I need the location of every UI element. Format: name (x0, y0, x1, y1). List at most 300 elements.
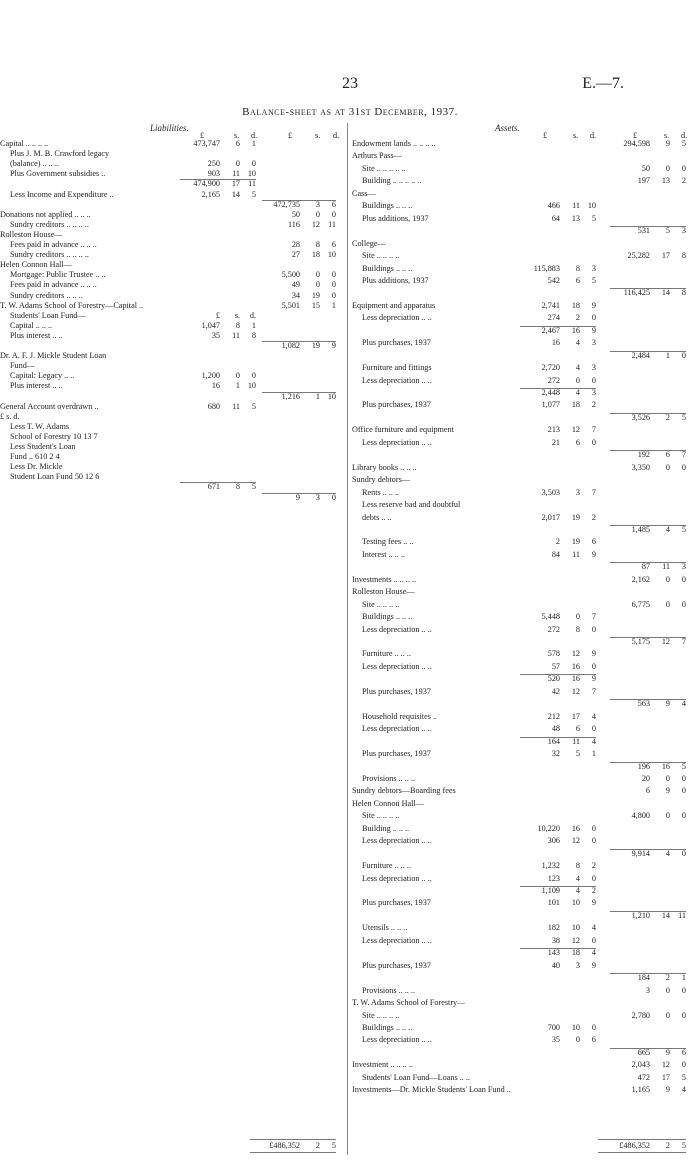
liabilities-amount-a: 10 (247, 169, 256, 179)
assets-amount-b: 5 (681, 1072, 686, 1082)
assets-amount-a: 2 (555, 537, 560, 547)
assets-amount-a: 3 (591, 338, 596, 348)
assets-row (350, 189, 700, 201)
assets-amount-a: 12 (571, 425, 580, 435)
assets-amount-a: 10 (587, 201, 596, 211)
liabilities-row (0, 179, 347, 189)
liabilities-row (0, 169, 347, 179)
assets-row (350, 201, 700, 213)
assets-amount-b: 192 (637, 450, 650, 460)
assets-amount-a: 9 (591, 300, 596, 310)
assets-label: T. W. Adams School of Forestry— (352, 998, 466, 1008)
assets-amount-b: 5 (681, 524, 686, 534)
assets-amount-a: 0 (591, 1022, 596, 1032)
assets-amount-b: 4 (665, 524, 670, 534)
assets-amount-a: 1 (591, 749, 596, 759)
assets-row (350, 961, 700, 973)
assets-column (350, 139, 700, 1149)
assets-label: Site .. .. .. .. (362, 599, 400, 609)
liabilities-row (0, 270, 347, 280)
liabilities-label: Helen Connon Hall— (0, 260, 72, 270)
page-reference: E.—7. (582, 75, 624, 92)
assets-amount-a: 6 (575, 275, 580, 285)
liabilities-amount-a: 16 (211, 381, 220, 391)
col-s-3: s. (573, 131, 579, 140)
assets-amount-a: 578 (547, 649, 560, 659)
assets-row (350, 413, 700, 425)
assets-amount-b: 3,350 (631, 462, 650, 472)
liabilities-label: Plus Government subsidies .. (10, 169, 106, 179)
assets-amount-a: 2,017 (541, 512, 560, 522)
assets-total-amount: 5 (681, 1141, 686, 1150)
assets-amount-a: 4 (575, 338, 580, 348)
assets-amount-a: 11 (572, 549, 580, 559)
liabilities-amount-a: 35 (211, 330, 220, 340)
liabilities-row (0, 341, 347, 351)
assets-row (350, 874, 700, 886)
assets-label: Testing fees .. .. (362, 537, 414, 547)
assets-amount-a: 2 (591, 400, 596, 410)
assets-label: Interest .. .. .. (362, 549, 405, 559)
assets-amount-b: 9,914 (631, 848, 650, 858)
assets-amount-a: 0 (591, 437, 596, 447)
assets-row (350, 600, 700, 612)
liabilities-amount-a: 473,747 (193, 139, 220, 148)
assets-amount-b: 0 (681, 848, 686, 858)
assets-row (350, 164, 700, 176)
liabilities-label: Capital: Legacy .. .. (10, 371, 75, 381)
assets-amount-b: 6 (645, 786, 650, 796)
assets-amount-b: 294,598 (623, 139, 650, 148)
assets-amount-b: 0 (665, 1010, 670, 1020)
liabilities-subtotal-rule (180, 482, 256, 483)
assets-row (350, 786, 700, 798)
assets-total-rule-top (598, 1139, 686, 1140)
assets-amount-b: 25,282 (627, 251, 650, 261)
assets-subtotal-rule (610, 288, 686, 289)
assets-amount-a: 466 (547, 201, 560, 211)
assets-row (350, 463, 700, 475)
assets-label: Plus purchases, 1937 (362, 400, 431, 410)
assets-amount-b: 3 (645, 985, 650, 995)
liabilities-label: Rolleston House— (0, 229, 63, 239)
liabilities-amount-a: 0 (251, 371, 256, 381)
assets-amount-b: 12 (661, 1060, 670, 1070)
assets-amount-b: 9 (665, 1085, 670, 1095)
liabilities-amount-b: 12 (311, 219, 320, 229)
assets-amount-b: 563 (637, 699, 650, 709)
liabilities-row (0, 361, 347, 371)
liabilities-amount-b: 8 (315, 240, 320, 249)
liabilities-amount-a: 1 (235, 381, 240, 391)
liabilities-row (0, 200, 347, 210)
assets-amount-a: 40 (551, 960, 560, 970)
assets-row (350, 388, 700, 400)
assets-row (350, 338, 700, 350)
assets-amount-a: 13 (571, 213, 580, 223)
assets-amount-a: 10 (571, 923, 580, 933)
assets-label: Buildings .. .. .. (362, 201, 413, 211)
liabilities-amount-b: 0 (331, 270, 336, 280)
assets-row (350, 774, 700, 786)
assets-amount-a: 0 (591, 935, 596, 945)
assets-label: Household requisites .. (362, 711, 438, 721)
assets-amount-b: 2,162 (631, 574, 650, 584)
assets-amount-a: 11 (572, 201, 580, 211)
assets-row (350, 276, 700, 288)
assets-total-rule-bottom (598, 1152, 686, 1153)
assets-amount-a: 0 (591, 661, 596, 671)
liabilities-amount-a: s. (234, 310, 240, 320)
liabilities-row (0, 422, 347, 432)
assets-row (350, 1011, 700, 1023)
assets-amount-a: 18 (571, 400, 580, 410)
assets-amount-b: 0 (665, 985, 670, 995)
assets-amount-a: 164 (547, 736, 560, 746)
assets-row (350, 948, 700, 960)
assets-amount-a: 143 (547, 948, 560, 958)
liabilities-amount-a: 0 (235, 159, 240, 169)
liabilities-label: Sundry creditors .. .. .. .. (10, 250, 89, 260)
liabilities-row (0, 442, 347, 452)
liabilities-amount-b: 3 (315, 199, 320, 209)
assets-amount-b: 0 (681, 350, 686, 360)
liabilities-label: Capital .. .. .. (10, 320, 53, 330)
assets-label: Investments—Dr. Mickle Students' Loan Fund .. (352, 1085, 511, 1095)
assets-amount-b: 1 (681, 973, 686, 983)
assets-amount-b: 17 (661, 251, 670, 261)
liabilities-amount-a: 17 (231, 179, 240, 189)
liabilities-amount-a: 11 (232, 169, 240, 179)
assets-amount-a: 0 (591, 375, 596, 385)
assets-subtotal-rule (610, 973, 686, 974)
assets-amount-a: 3 (591, 388, 596, 397)
assets-amount-b: 0 (665, 773, 670, 783)
assets-row (350, 649, 700, 661)
liabilities-total-rule-top (250, 1139, 336, 1140)
assets-amount-b: 0 (665, 574, 670, 584)
assets-row (350, 301, 700, 313)
assets-amount-a: 16 (571, 823, 580, 833)
assets-row (350, 886, 700, 898)
assets-amount-a: 10 (571, 898, 580, 908)
assets-row (350, 824, 700, 836)
assets-amount-b: 8 (681, 288, 686, 298)
liabilities-row (0, 139, 347, 149)
assets-amount-b: 4 (681, 699, 686, 709)
assets-row (350, 662, 700, 674)
assets-amount-b: 197 (637, 176, 650, 186)
col-pound-4: £ (633, 131, 638, 140)
assets-total-amount: 2 (665, 1141, 670, 1150)
assets-amount-a: 6 (591, 1035, 596, 1045)
assets-amount-b: 116,425 (623, 288, 650, 298)
liabilities-row (0, 311, 347, 321)
assets-amount-b: 5,175 (631, 637, 650, 646)
assets-subtotal-rule (610, 450, 686, 451)
liabilities-amount-a: 8 (251, 330, 256, 340)
assets-label: Less depreciation .. .. (362, 724, 432, 734)
assets-amount-a: 64 (551, 213, 560, 223)
assets-amount-a: 2,741 (541, 300, 560, 310)
liabilities-amount-a: d. (249, 310, 256, 320)
liabilities-label: Less Student's Loan (10, 442, 76, 451)
liabilities-row (0, 412, 347, 422)
col-pound-2: £ (288, 131, 293, 140)
liabilities-amount-b: 6 (331, 240, 336, 249)
liabilities-row (0, 230, 347, 240)
liabilities-label: Students' Loan Fund— (10, 310, 86, 320)
assets-amount-b: 4 (665, 848, 670, 858)
assets-label: Site .. .. .. .. (362, 811, 400, 821)
liabilities-subtotal-rule (262, 392, 336, 393)
assets-row (350, 625, 700, 637)
assets-label: Buildings .. .. .. (362, 1022, 413, 1032)
liabilities-amount-b: 18 (311, 250, 320, 260)
assets-row (350, 911, 700, 923)
assets-amount-a: 84 (551, 549, 560, 559)
assets-amount-b: 2 (681, 176, 686, 186)
liabilities-amount-b: 34 (291, 290, 300, 300)
liabilities-row (0, 291, 347, 301)
assets-amount-b: 7 (681, 450, 686, 460)
assets-row (350, 251, 700, 263)
liabilities-total-amount: 5 (331, 1141, 336, 1150)
assets-row (350, 1048, 700, 1060)
assets-amount-a: 213 (547, 425, 560, 435)
assets-amount-a: 21 (551, 437, 560, 447)
assets-amount-b: 3 (681, 562, 686, 572)
liabilities-label: Fund— (10, 361, 36, 371)
assets-amount-b: 531 (637, 226, 650, 236)
liabilities-amount-b: 3 (315, 492, 320, 502)
liabilities-row (0, 392, 347, 402)
assets-row (350, 351, 700, 363)
assets-label: debts .. .. (362, 512, 392, 522)
assets-label: Plus additions, 1937 (362, 275, 429, 285)
col-s: s. (234, 131, 240, 140)
col-pound: £ (200, 131, 205, 140)
assets-row (350, 762, 700, 774)
assets-amount-a: 8 (575, 861, 580, 871)
col-s-4: s. (664, 131, 670, 140)
assets-amount-a: 4 (575, 363, 580, 373)
assets-amount-a: 3 (591, 363, 596, 373)
assets-row (350, 973, 700, 985)
liabilities-label: Mortgage: Public Trustee .. .. (10, 270, 106, 280)
assets-label: Less depreciation .. .. (362, 313, 432, 323)
assets-subtotal-rule (610, 562, 686, 563)
liabilities-label: Less T. W. Adams (10, 421, 70, 431)
assets-total-row (350, 1141, 700, 1153)
assets-row (350, 724, 700, 736)
assets-row (350, 674, 700, 686)
liabilities-label: T. W. Adams School of Forestry—Capital .. (0, 300, 144, 310)
liabilities-label: Plus J. M. B. Crawford legacy (10, 149, 110, 159)
assets-row (350, 488, 700, 500)
assets-row (350, 500, 700, 512)
assets-amount-a: 2,467 (541, 325, 560, 335)
liabilities-label: (balance) .. .. .. (10, 159, 59, 169)
assets-label: Buildings .. .. .. (362, 612, 413, 622)
assets-label: Provisions .. .. .. (362, 773, 415, 783)
assets-label: Equipment and apparatus (352, 300, 436, 310)
assets-subtotal-rule (520, 326, 596, 327)
assets-amount-a: 182 (547, 923, 560, 933)
assets-label: Rolleston House— (352, 587, 415, 597)
liabilities-row (0, 493, 347, 503)
assets-amount-a: 212 (547, 711, 560, 721)
assets-subtotal-rule (520, 886, 596, 887)
liabilities-amount-b: 10 (327, 391, 336, 401)
assets-amount-a: 700 (547, 1022, 560, 1032)
liabilities-total-row (0, 1141, 347, 1153)
assets-amount-b: 13 (661, 176, 670, 186)
assets-amount-a: 4 (575, 886, 580, 895)
assets-amount-b: 0 (681, 811, 686, 821)
liabilities-amount-a: 2,165 (201, 189, 220, 199)
assets-amount-a: 0 (591, 873, 596, 883)
liabilities-amount-b: 15 (311, 300, 320, 310)
assets-amount-b: 0 (665, 462, 670, 472)
assets-amount-a: 1,109 (541, 886, 560, 895)
assets-amount-a: 1,232 (541, 861, 560, 871)
liabilities-amount-b: 50 (291, 209, 300, 219)
liabilities-amount-a: 0 (235, 371, 240, 381)
assets-amount-b: 665 (637, 1047, 650, 1057)
assets-row (350, 936, 700, 948)
assets-row (350, 575, 700, 587)
assets-amount-b: 4 (681, 1085, 686, 1095)
liabilities-label: Capital .. .. .. .. (0, 139, 49, 148)
liabilities-amount-a: 1,047 (201, 320, 220, 330)
liabilities-amount-b: 0 (331, 290, 336, 300)
assets-amount-b: 6,775 (631, 599, 650, 609)
liabilities-amount-b: 19 (311, 341, 320, 350)
assets-subtotal-rule (520, 948, 596, 949)
liabilities-row (0, 351, 347, 361)
assets-amount-a: 5 (591, 275, 596, 285)
assets-label: Furniture .. .. .. (362, 649, 411, 659)
assets-amount-a: 9 (591, 325, 596, 335)
assets-amount-b: 0 (681, 462, 686, 472)
assets-amount-b: 0 (665, 163, 670, 173)
assets-row (350, 587, 700, 599)
liabilities-amount-a: 11 (248, 179, 256, 189)
assets-amount-a: 0 (591, 823, 596, 833)
liabilities-amount-a: 1,200 (201, 371, 220, 381)
assets-amount-a: 6 (591, 537, 596, 547)
assets-subtotal-rule (520, 388, 596, 389)
assets-amount-a: 3 (575, 487, 580, 497)
assets-row (350, 986, 700, 998)
liabilities-amount-a: 5 (251, 189, 256, 199)
assets-row (350, 898, 700, 910)
liabilities-subtotal-rule (262, 493, 336, 494)
liabilities-amount-b: 0 (315, 209, 320, 219)
page-number: 23 (342, 75, 358, 92)
assets-row (350, 313, 700, 325)
assets-amount-b: 9 (665, 699, 670, 709)
liabilities-amount-a: 8 (235, 320, 240, 330)
assets-amount-a: 2 (591, 886, 596, 895)
col-d: d. (251, 131, 258, 140)
assets-amount-a: 4 (575, 388, 580, 397)
liabilities-label: £ s. d. (0, 411, 20, 421)
assets-amount-a: 115,883 (533, 263, 560, 273)
liabilities-row (0, 280, 347, 290)
assets-amount-b: 20 (641, 773, 650, 783)
assets-amount-b: 2 (665, 973, 670, 983)
assets-amount-b: 472 (637, 1072, 650, 1082)
liabilities-row (0, 432, 347, 442)
assets-amount-b: 9 (665, 139, 670, 148)
assets-row (350, 612, 700, 624)
assets-amount-a: 0 (575, 612, 580, 622)
assets-amount-a: 4 (591, 736, 596, 746)
assets-amount-b: 3,526 (631, 412, 650, 422)
liabilities-label: Plus interest .. .. (10, 381, 63, 391)
assets-label: College— (352, 238, 386, 248)
liabilities-amount-a: 14 (231, 189, 240, 199)
assets-amount-b: 0 (665, 811, 670, 821)
liabilities-row (0, 190, 347, 200)
assets-label: Plus purchases, 1937 (362, 898, 431, 908)
assets-amount-a: 7 (591, 487, 596, 497)
assets-label: Arthurs Pass— (352, 151, 402, 161)
assets-amount-a: 2 (575, 313, 580, 323)
assets-label: Investments .. .. .. .. (352, 574, 417, 584)
assets-row (350, 425, 700, 437)
liabilities-amount-a: 6 (235, 139, 240, 148)
assets-amount-b: 8 (681, 251, 686, 261)
assets-amount-a: 3 (575, 960, 580, 970)
liabilities-row (0, 260, 347, 270)
assets-row (350, 363, 700, 375)
assets-subtotal-rule (610, 226, 686, 227)
assets-subtotal-rule (610, 637, 686, 638)
assets-amount-a: 5,448 (541, 612, 560, 622)
liabilities-label: General Account overdrawn .. (0, 401, 99, 411)
liabilities-label: Sundry creditors .. .. .. (10, 290, 83, 300)
assets-amount-a: 38 (551, 935, 560, 945)
assets-amount-a: 12 (571, 686, 580, 696)
liabilities-amount-a: 1 (251, 139, 256, 148)
liabilities-row (0, 371, 347, 381)
liabilities-amount-b: 9 (331, 341, 336, 350)
liabilities-amount-b: 1 (315, 391, 320, 401)
assets-row (350, 226, 700, 238)
liabilities-row (0, 210, 347, 220)
assets-label: Less depreciation .. .. (362, 437, 432, 447)
assets-row (350, 288, 700, 300)
assets-row (350, 1060, 700, 1072)
assets-amount-a: 11 (572, 736, 580, 746)
liabilities-row (0, 331, 347, 341)
assets-amount-a: 9 (591, 674, 596, 684)
assets-subtotal-rule (610, 911, 686, 912)
assets-amount-a: 0 (591, 624, 596, 634)
assets-amount-b: 5 (681, 412, 686, 422)
liabilities-column (0, 139, 347, 1149)
assets-row (350, 1035, 700, 1047)
balance-sheet-title: Balance-sheet as at 31st December, 1937. (242, 106, 458, 118)
assets-amount-b: 4,800 (631, 811, 650, 821)
assets-row (350, 475, 700, 487)
assets-label: Plus additions, 1937 (362, 213, 429, 223)
assets-amount-b: 14 (661, 288, 670, 298)
assets-amount-a: 18 (571, 300, 580, 310)
